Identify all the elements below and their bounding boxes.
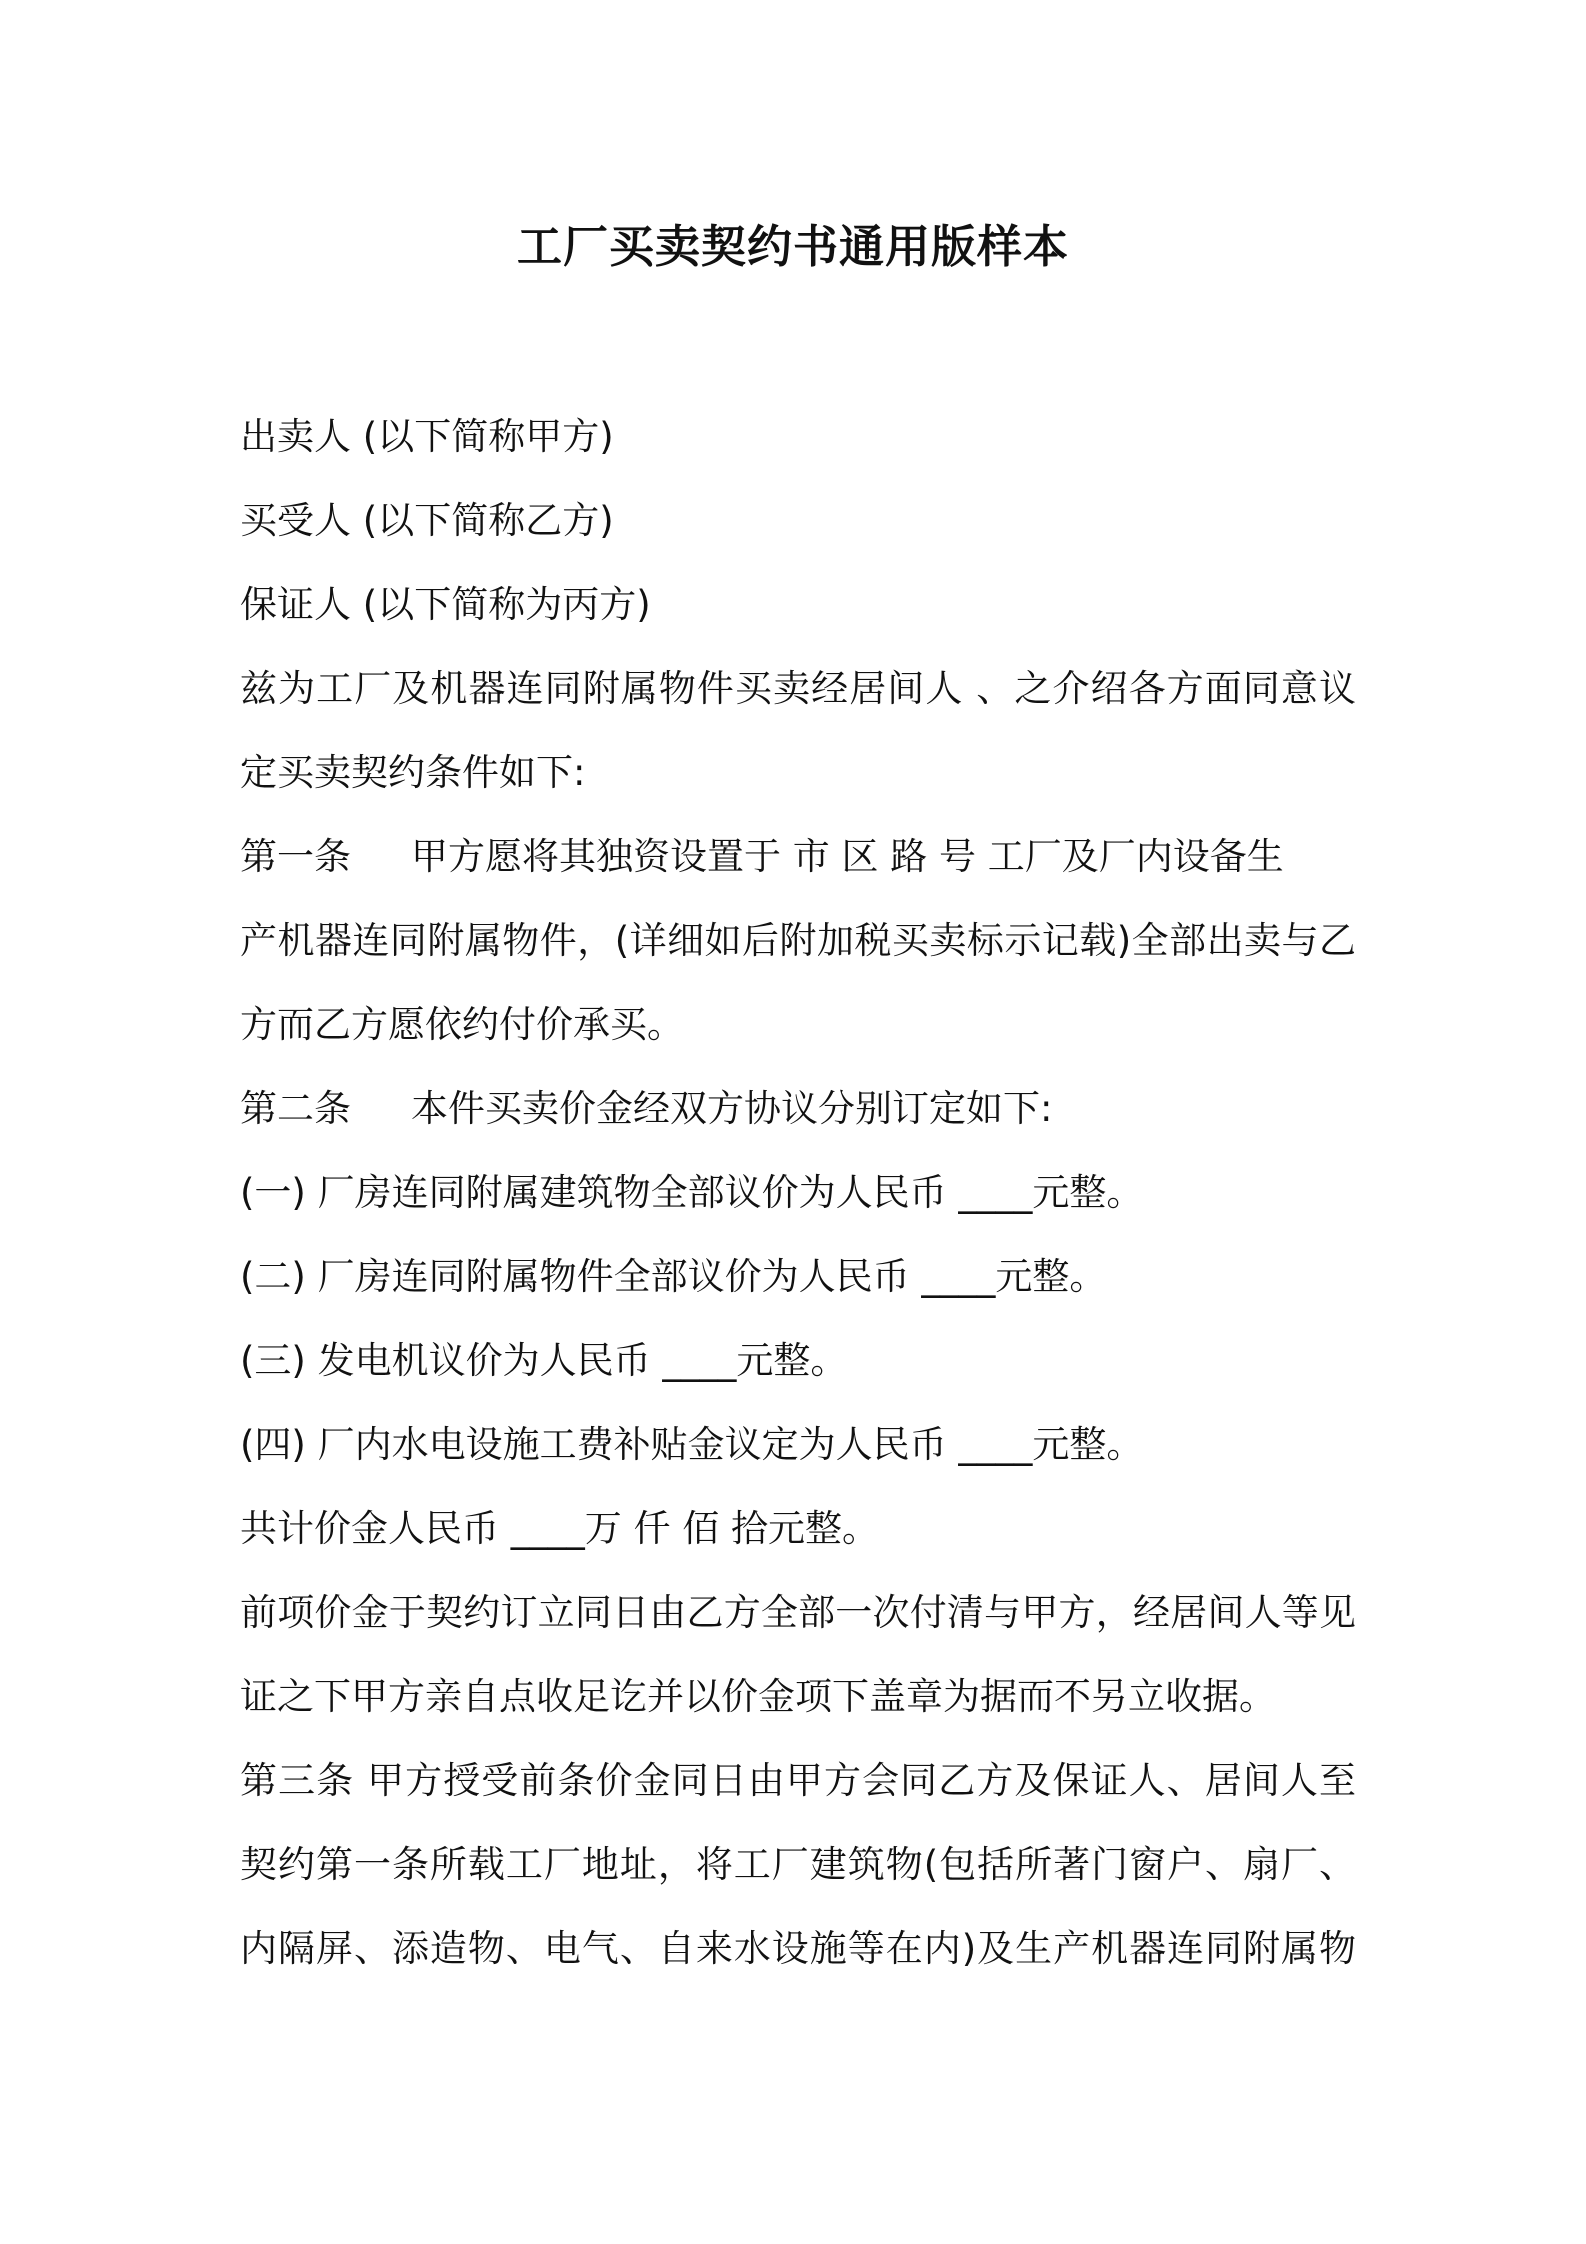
article-3-line-2: 契约第一条所载工厂地址，将工厂建筑物(包括所著门窗户、扇厂、 <box>240 1843 1356 1886</box>
article-1-line-1 <box>240 815 1356 899</box>
seller-line: 出卖人 (以下简称甲方) <box>240 415 614 458</box>
document-body <box>240 395 1356 1991</box>
price-item-3: (三) 发电机议价为人民币 ____元整。 <box>240 1339 848 1382</box>
article-1-line-3: 方而乙方愿依约付价承买。 <box>240 1003 684 1046</box>
intro-paragraph-line-1: 兹为工厂及机器连同附属物件买卖经居间人 、之介绍各方面同意议 <box>240 667 1356 710</box>
buyer-line: 买受人 (以下简称乙方) <box>240 499 614 542</box>
intro-paragraph-line-2: 定买卖契约条件如下: <box>240 751 586 794</box>
payment-line-2: 证之下甲方亲自点收足讫并以价金项下盖章为据而不另立收据。 <box>240 1675 1276 1718</box>
article-3-line-3: 内隔屏、添造物、电气、自来水设施等在内)及生产机器连同附属物 <box>240 1927 1356 1970</box>
price-total: 共计价金人民币 ____万 仟 佰 拾元整。 <box>240 1507 880 1550</box>
article-2-text-1: 本件买卖价金经双方协议分别订定如下: <box>411 1087 1053 1130</box>
price-item-2: (二) 厂房连同附属物件全部议价为人民币 ____元整。 <box>240 1255 1107 1298</box>
payment-line-1: 前项价金于契约订立同日由乙方全部一次付清与甲方，经居间人等见 <box>240 1591 1356 1634</box>
guarantor-line: 保证人 (以下简称为丙方) <box>240 583 651 626</box>
article-1-line-2: 产机器连同附属物件，(详细如后附加税买卖标示记载)全部出卖与乙 <box>240 919 1356 962</box>
document-title: 工厂买卖契约书通用版样本 <box>516 220 1069 273</box>
article-2-label: 第二条 <box>240 1087 351 1130</box>
price-item-4: (四) 厂内水电设施工费补贴金议定为人民币 ____元整。 <box>240 1423 1144 1466</box>
article-1-text-1: 甲方愿将其独资设置于 市 区 路 号 工厂及厂内设备生 <box>411 835 1284 878</box>
article-2-line-1 <box>240 1067 1356 1151</box>
price-item-1: (一) 厂房连同附属建筑物全部议价为人民币 ____元整。 <box>240 1171 1144 1214</box>
article-3-line-1: 第三条 甲方授受前条价金同日由甲方会同乙方及保证人、居间人至 <box>240 1759 1356 1802</box>
article-1-label: 第一条 <box>240 835 351 878</box>
